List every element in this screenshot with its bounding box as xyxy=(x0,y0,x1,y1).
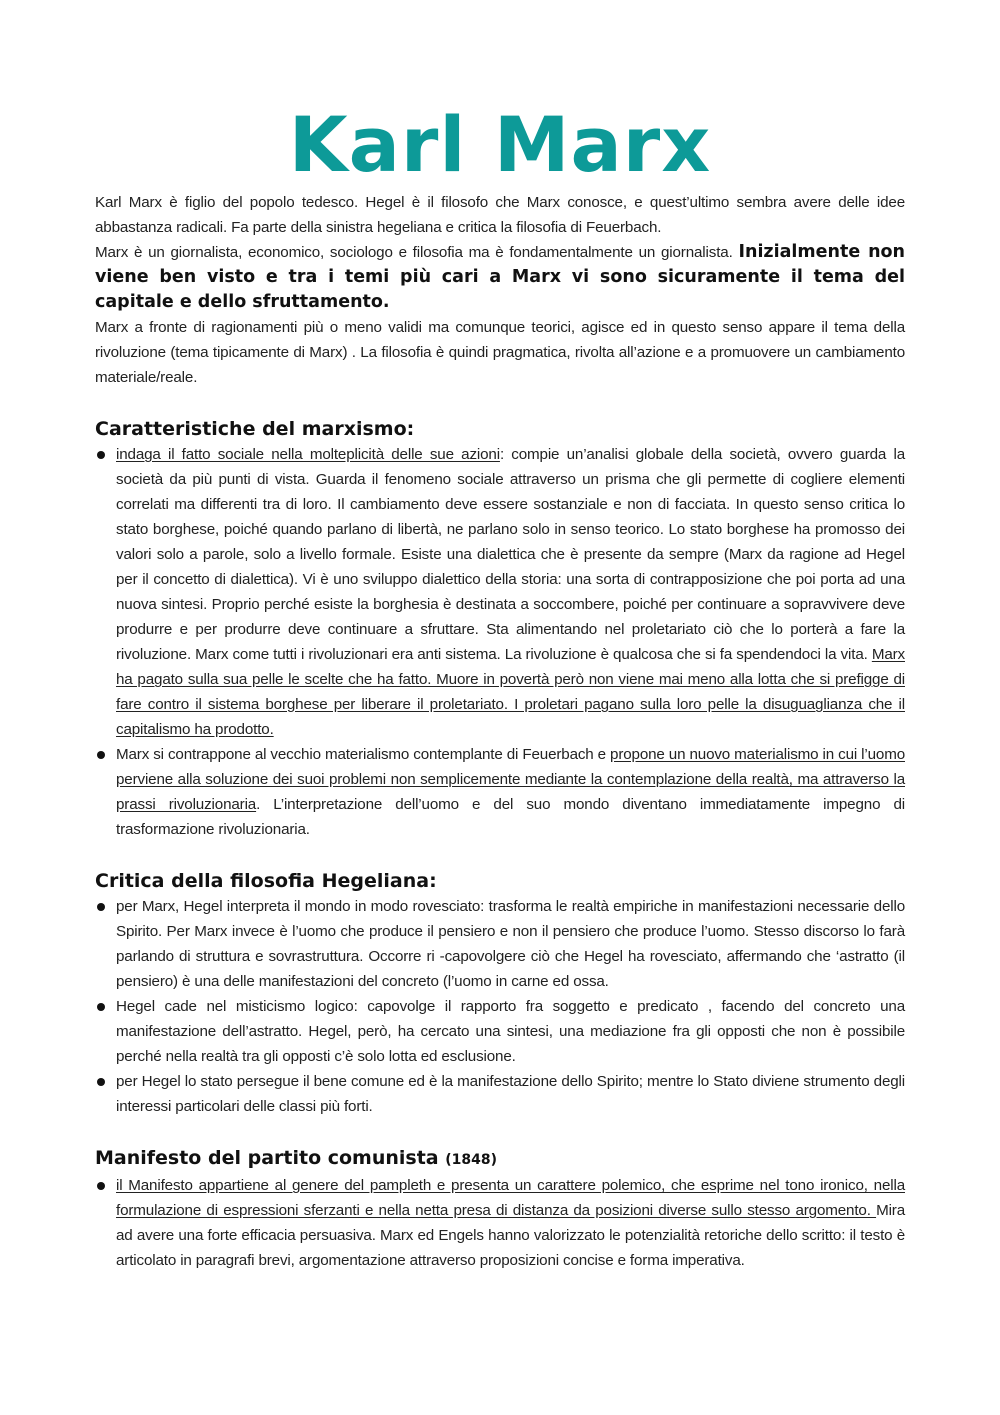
intro-paragraph-3: Marx a fronte di ragionamenti più o meno validi ma comunque teorici, agisce ed in questo senso appare il tema della rivoluzione (tema tipicamente di Marx) . La filosofia è quindi pragmatica, rivolta all’azione e a promuovere un cambiamento materiale/reale. xyxy=(95,319,905,386)
intro-paragraph-2-text: Marx è un giornalista, economico, sociologo e filosofia ma è fondamentalmente un giornalista. xyxy=(95,244,739,261)
list-item xyxy=(95,442,905,742)
list-item xyxy=(95,1173,905,1273)
bullet-icon xyxy=(97,1182,105,1190)
item-text: Marx si contrappone al vecchio materialismo contemplante di Feuerbach e xyxy=(116,746,611,763)
bullet-icon xyxy=(97,451,105,459)
bullet-icon xyxy=(97,903,105,911)
underlined-text: indaga il fatto sociale nella molteplicità delle sue azioni xyxy=(116,446,500,463)
list-item xyxy=(95,1069,905,1119)
heading-text: Manifesto del partito comunista xyxy=(95,1147,439,1169)
intro-emphasis: Inizialmente non viene ben visto e tra i temi più cari a Marx vi sono sicuramente il tema del capitale e dello sfruttamento. xyxy=(95,242,906,312)
bullet-icon xyxy=(97,751,105,759)
item-text: Mira ad avere una forte efficacia persuasiva. Marx ed Engels hanno valorizzato le potenzialità retoriche dello scritto: il testo è articolato in paragrafi brevi, argomentazione attraverso proposizioni concise e forma imperativa. xyxy=(116,1202,905,1269)
item-text: Hegel cade nel misticismo logico: capovolge il rapporto fra soggetto e predicato , facendo del concreto una manifestazione dell’astratto. Hegel, però, ha cercato una sintesi, una mediazione fra gli opposti che non è possibile perché nella realtà tra gli opposti c’è solo lotta ed esclusione. xyxy=(116,998,905,1065)
item-text: per Hegel lo stato persegue il bene comune ed è la manifestazione dello Spirito; mentre lo Stato diviene strumento degli interessi particolari delle classi più forti. xyxy=(116,1073,905,1115)
marxismo-list xyxy=(95,442,905,842)
item-text: . L’interpretazione dell’uomo e del suo mondo diventano immediatamente impegno di trasformazione rivoluzionaria. xyxy=(116,796,905,838)
page-title: Karl Marx xyxy=(288,100,712,189)
underlined-text: Marx ha pagato sulla sua pelle le scelte che ha fatto. Muore in povertà però non viene mai meno alla lotta che si prefigge di fare contro il sistema borghese per liberare il proletariato. I proletari pagano sulla loro pelle la disuguaglianza che il capitalismo ha prodotto. xyxy=(116,646,905,738)
section-heading-manifesto xyxy=(95,1145,905,1173)
bullet-icon xyxy=(97,1003,105,1011)
list-item xyxy=(95,994,905,1069)
bullet-icon xyxy=(97,1078,105,1086)
section-heading-marxismo: Caratteristiche del marxismo: xyxy=(95,418,415,440)
intro-paragraph-1: Karl Marx è figlio del popolo tedesco. Hegel è il filosofo che Marx conosce, e quest’ultimo sembra avere delle idee abbastanza radicali. Fa parte della sinistra hegeliana e critica la filosofia di Feuerbach. xyxy=(95,194,905,236)
manifesto-list xyxy=(95,1173,905,1273)
hegel-list xyxy=(95,894,905,1119)
underlined-text: il Manifesto appartiene al genere del pampleth e presenta un carattere polemico, che esprime nel tono ironico, nella formulazione di espressioni sferzanti e nella netta presa di distanza da posizioni diverse sullo stesso argomento. xyxy=(116,1177,905,1219)
underlined-text: propone un nuovo materialismo in cui l’uomo perviene alla soluzione dei suoi problemi non semplicemente mediante la contemplazione della realtà, ma attraverso la prassi rivoluzionaria xyxy=(116,746,905,813)
list-item xyxy=(95,742,905,842)
list-item xyxy=(95,894,905,994)
section-heading-hegel: Critica della filosofia Hegeliana: xyxy=(95,870,437,892)
item-text: per Marx, Hegel interpreta il mondo in modo rovesciato: trasforma le realtà empiriche in manifestazioni necessarie dello Spirito. Per Marx invece è l’uomo che produce il pensiero e non il pensiero che produce l’uomo. Stesso discorso lo farà parlando di struttura e sovrastruttura. Occorre ri -capovolgere ciò che Hegel ha rovesciato, affermando che ‘astratto (il pensiero) è una delle manifestazioni del concreto (l’uomo in carne ed ossa. xyxy=(116,898,905,990)
heading-year: (1848) xyxy=(445,1152,498,1168)
intro-paragraph-2 xyxy=(95,240,905,315)
item-text: : compie un’analisi globale della società, ovvero guarda la società da più punti di vista. Guarda il fenomeno sociale attraverso un prisma che gli permette di cogliere elementi correlati ma differenti tra di loro. Il cambiamento deve essere sostanziale e non di facciata. In questo senso critica lo stato borghese, poiché quando parlano di libertà, ne parlano solo in senso teorico. Lo stato borghese ha promosso dei valori solo a parole, solo a livello formale. Esiste una dialettica che è presente da sempre (Marx da ragione ad Hegel per il concetto di dialettica). Vi è uno sviluppo dialettico della storia: una sorta di contrapposizione che poi porta ad una nuova sintesi. Proprio perché esiste la borghesia è destinata a soccombere, poiché per continuare a sopravvivere deve produrre e per produrre deve continuare a sfruttare. Sta alimentando nel proletariato ciò che lo porterà a fare la rivoluzione. Marx come tutti i rivoluzionari era anti sistema. La rivoluzione è qualcosa che si fa spendendoci la vita. xyxy=(116,446,906,663)
